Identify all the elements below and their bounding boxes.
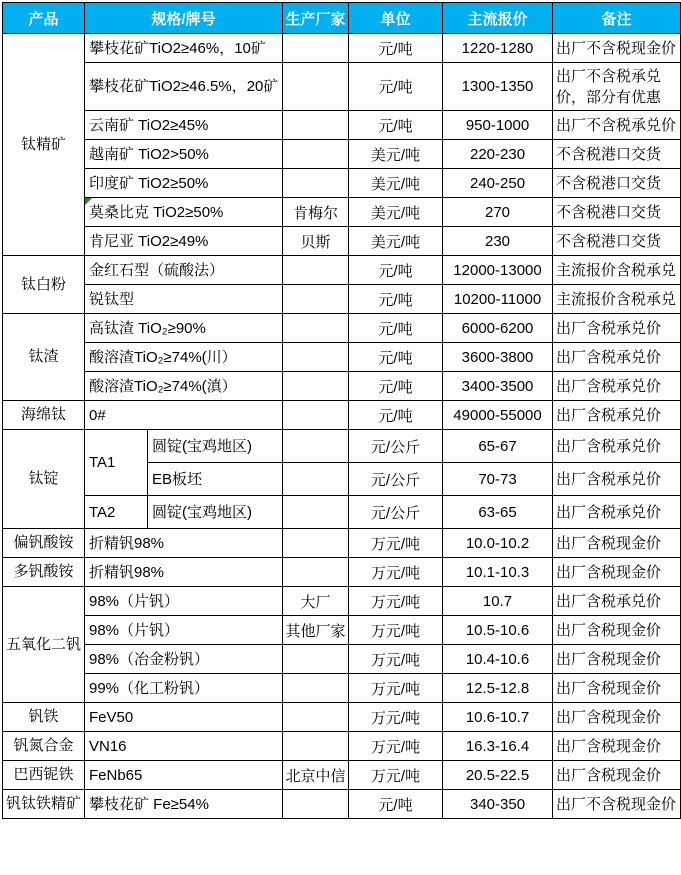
header-price: 主流报价: [443, 3, 553, 34]
table-row: [3, 34, 681, 63]
cell-price: 1220-1280: [443, 34, 553, 63]
cell-note: 出厂不含税现金价: [553, 34, 681, 63]
cell-spec: 酸溶渣TiO₂≥74%(川）: [85, 343, 283, 372]
cell-note: 出厂含税现金价: [553, 761, 681, 790]
header-spec: 规格/牌号: [85, 3, 283, 34]
header-product: 产品: [3, 3, 85, 34]
cell-note: 主流报价含税承兑: [553, 285, 681, 314]
cell-unit: 美元/吨: [349, 169, 443, 198]
cell-spec: 肯尼亚 TiO2≥49%: [85, 227, 283, 256]
header-manufacturer: 生产厂家: [283, 3, 349, 34]
cell-unit: 元/公斤: [349, 496, 443, 529]
cell-manufacturer: [283, 256, 349, 285]
cell-spec: 折精钒98%: [85, 529, 283, 558]
cell-note: 出厂含税承兑价: [553, 587, 681, 616]
cell-unit: 万元/吨: [349, 558, 443, 587]
cell-manufacturer: [283, 790, 349, 819]
table-row: [3, 401, 681, 430]
cell-price: 240-250: [443, 169, 553, 198]
cell-price: 220-230: [443, 140, 553, 169]
cell-price: 65-67: [443, 430, 553, 463]
cell-price: 16.3-16.4: [443, 732, 553, 761]
cell-manufacturer: [283, 430, 349, 463]
cell-product-titanium-sponge: 海绵钛: [3, 401, 85, 430]
cell-note: 出厂含税承兑价: [553, 401, 681, 430]
cell-price: 10200-11000: [443, 285, 553, 314]
table-row: [3, 790, 681, 819]
cell-price: 270: [443, 198, 553, 227]
cell-spec: 印度矿 TiO2≥50%: [85, 169, 283, 198]
cell-spec: VN16: [85, 732, 283, 761]
cell-price: 10.4-10.6: [443, 645, 553, 674]
cell-spec: 攀枝花矿TiO2≥46.5%，20矿: [85, 63, 283, 111]
cell-manufacturer: 贝斯: [283, 227, 349, 256]
cell-unit: 美元/吨: [349, 198, 443, 227]
cell-note: 出厂含税承兑价: [553, 314, 681, 343]
cell-unit: 元/吨: [349, 790, 443, 819]
cell-unit: 元/吨: [349, 401, 443, 430]
cell-grade: TA1: [85, 430, 148, 496]
cell-note: 不含税港口交货: [553, 169, 681, 198]
table-row: [3, 496, 681, 529]
table-row: [3, 285, 681, 314]
cell-spec: 酸溶渣TiO₂≥74%(滇）: [85, 372, 283, 401]
cell-price: 340-350: [443, 790, 553, 819]
table-row: [3, 314, 681, 343]
table-row: [3, 674, 681, 703]
cell-note: 出厂含税现金价: [553, 674, 681, 703]
cell-note: 出厂含税承兑价: [553, 496, 681, 529]
header-note: 备注: [553, 3, 681, 34]
cell-note: 不含税港口交货: [553, 140, 681, 169]
cell-spec: EB板坯: [148, 463, 283, 496]
table-row: [3, 703, 681, 732]
cell-unit: 美元/吨: [349, 227, 443, 256]
cell-note: 不含税港口交货: [553, 227, 681, 256]
cell-unit: 万元/吨: [349, 587, 443, 616]
cell-unit: 万元/吨: [349, 674, 443, 703]
cell-manufacturer: [283, 111, 349, 140]
cell-spec: [85, 198, 283, 227]
table-row: [3, 256, 681, 285]
cell-product-ferrovanadium: 钒铁: [3, 703, 85, 732]
table-row: [3, 140, 681, 169]
cell-spec-text: 莫桑比克 TiO2≥50%: [89, 203, 224, 221]
cell-spec: 锐钛型: [85, 285, 283, 314]
table-row: [3, 732, 681, 761]
cell-price: 10.6-10.7: [443, 703, 553, 732]
cell-note: 出厂含税现金价: [553, 616, 681, 645]
table-row: [3, 343, 681, 372]
cell-unit: 万元/吨: [349, 529, 443, 558]
cell-product-vanadium-titanium-iron-concentrate: 钒钛铁精矿: [3, 790, 85, 819]
cell-unit: 美元/吨: [349, 140, 443, 169]
cell-manufacturer: [283, 372, 349, 401]
cell-note: 出厂含税现金价: [553, 732, 681, 761]
cell-price: 20.5-22.5: [443, 761, 553, 790]
cell-spec: 98%（冶金粉钒）: [85, 645, 283, 674]
cell-note: 出厂含税现金价: [553, 558, 681, 587]
cell-unit: 万元/吨: [349, 616, 443, 645]
cell-product-ammonium-metavanadate: 偏钒酸铵: [3, 529, 85, 558]
cell-note: 出厂不含税承兑价: [553, 111, 681, 140]
cell-price: 70-73: [443, 463, 553, 496]
cell-spec: 越南矿 TiO2>50%: [85, 140, 283, 169]
cell-manufacturer: [283, 732, 349, 761]
cell-note: 不含税港口交货: [553, 198, 681, 227]
cell-spec: 99%（化工粉钒）: [85, 674, 283, 703]
header-row: [3, 3, 681, 34]
cell-price: 6000-6200: [443, 314, 553, 343]
cell-manufacturer: [283, 463, 349, 496]
cell-unit: 元/吨: [349, 372, 443, 401]
table-row: [3, 63, 681, 111]
table-row: [3, 372, 681, 401]
cell-product-ammonium-polyvanadate: 多钒酸铵: [3, 558, 85, 587]
table-row: [3, 430, 681, 463]
cell-product-brazil-ferroniobium: 巴西铌铁: [3, 761, 85, 790]
cell-manufacturer: [283, 63, 349, 111]
cell-price: 10.5-10.6: [443, 616, 553, 645]
cell-manufacturer: [283, 34, 349, 63]
cell-price: 230: [443, 227, 553, 256]
cell-spec: FeV50: [85, 703, 283, 732]
cell-unit: 元/吨: [349, 63, 443, 111]
cell-manufacturer: [283, 674, 349, 703]
cell-spec: 98%（片钒）: [85, 587, 283, 616]
cell-price: 1300-1350: [443, 63, 553, 111]
table-row: [3, 645, 681, 674]
comment-marker-icon: [85, 198, 92, 205]
cell-note: 出厂不含税承兑价，部分有优惠: [553, 63, 681, 111]
cell-price: 12000-13000: [443, 256, 553, 285]
cell-price: 49000-55000: [443, 401, 553, 430]
cell-product-titanium-concentrate: 钛精矿: [3, 34, 85, 256]
cell-price: 3400-3500: [443, 372, 553, 401]
cell-unit: 元/吨: [349, 111, 443, 140]
cell-unit: 元/吨: [349, 343, 443, 372]
cell-spec: 折精钒98%: [85, 558, 283, 587]
header-unit: 单位: [349, 3, 443, 34]
cell-product-titanium-ingot: 钛锭: [3, 430, 85, 529]
cell-unit: 元/吨: [349, 314, 443, 343]
cell-manufacturer: [283, 401, 349, 430]
cell-spec: 攀枝花矿 Fe≥54%: [85, 790, 283, 819]
cell-grade: TA2: [85, 496, 148, 529]
cell-price: 10.0-10.2: [443, 529, 553, 558]
cell-note: 出厂含税承兑价: [553, 430, 681, 463]
cell-manufacturer: [283, 314, 349, 343]
cell-manufacturer: [283, 285, 349, 314]
table-row: [3, 169, 681, 198]
cell-manufacturer: 其他厂家: [283, 616, 349, 645]
table-row: [3, 761, 681, 790]
cell-note: 出厂不含税现金价: [553, 790, 681, 819]
cell-manufacturer: [283, 343, 349, 372]
cell-product-titanium-slag: 钛渣: [3, 314, 85, 401]
cell-note: 出厂含税现金价: [553, 529, 681, 558]
cell-price: 10.1-10.3: [443, 558, 553, 587]
cell-spec: 圆锭(宝鸡地区): [148, 430, 283, 463]
cell-unit: 元/吨: [349, 34, 443, 63]
cell-manufacturer: [283, 496, 349, 529]
cell-spec: 攀枝花矿TiO2≥46%，10矿: [85, 34, 283, 63]
cell-manufacturer: [283, 703, 349, 732]
cell-product-titanium-dioxide: 钛白粉: [3, 256, 85, 314]
cell-manufacturer: [283, 645, 349, 674]
cell-note: 出厂含税承兑价: [553, 463, 681, 496]
cell-note: 出厂含税现金价: [553, 645, 681, 674]
table-row: [3, 198, 681, 227]
table-row: [3, 227, 681, 256]
table-row: [3, 616, 681, 645]
cell-price: 950-1000: [443, 111, 553, 140]
cell-price: 3600-3800: [443, 343, 553, 372]
cell-spec: 98%（片钒）: [85, 616, 283, 645]
table-row: [3, 558, 681, 587]
cell-product-vanadium-pentoxide: 五氧化二钒: [3, 587, 85, 703]
cell-manufacturer: [283, 140, 349, 169]
cell-price: 10.7: [443, 587, 553, 616]
cell-note: 出厂含税承兑价: [553, 372, 681, 401]
cell-spec: FeNb65: [85, 761, 283, 790]
cell-note: 出厂含税现金价: [553, 703, 681, 732]
cell-spec: 高钛渣 TiO₂≥90%: [85, 314, 283, 343]
cell-manufacturer: 肯梅尔: [283, 198, 349, 227]
table-row: [3, 529, 681, 558]
cell-unit: 万元/吨: [349, 761, 443, 790]
cell-price: 63-65: [443, 496, 553, 529]
cell-manufacturer: 大厂: [283, 587, 349, 616]
cell-spec: 云南矿 TiO2≥45%: [85, 111, 283, 140]
table-row: [3, 587, 681, 616]
cell-unit: 元/公斤: [349, 463, 443, 496]
cell-manufacturer: [283, 169, 349, 198]
cell-price: 12.5-12.8: [443, 674, 553, 703]
cell-unit: 万元/吨: [349, 645, 443, 674]
price-table: [2, 2, 681, 819]
cell-unit: 万元/吨: [349, 732, 443, 761]
cell-unit: 元/公斤: [349, 430, 443, 463]
cell-spec: 金红石型（硫酸法）: [85, 256, 283, 285]
cell-spec: 0#: [85, 401, 283, 430]
cell-product-vanadium-nitrogen-alloy: 钒氮合金: [3, 732, 85, 761]
cell-manufacturer: 北京中信: [283, 761, 349, 790]
cell-unit: 元/吨: [349, 285, 443, 314]
cell-spec: 圆锭(宝鸡地区): [148, 496, 283, 529]
cell-manufacturer: [283, 558, 349, 587]
table-row: [3, 111, 681, 140]
cell-unit: 万元/吨: [349, 703, 443, 732]
cell-note: 出厂含税承兑价: [553, 343, 681, 372]
cell-manufacturer: [283, 529, 349, 558]
cell-unit: 元/吨: [349, 256, 443, 285]
cell-note: 主流报价含税承兑: [553, 256, 681, 285]
